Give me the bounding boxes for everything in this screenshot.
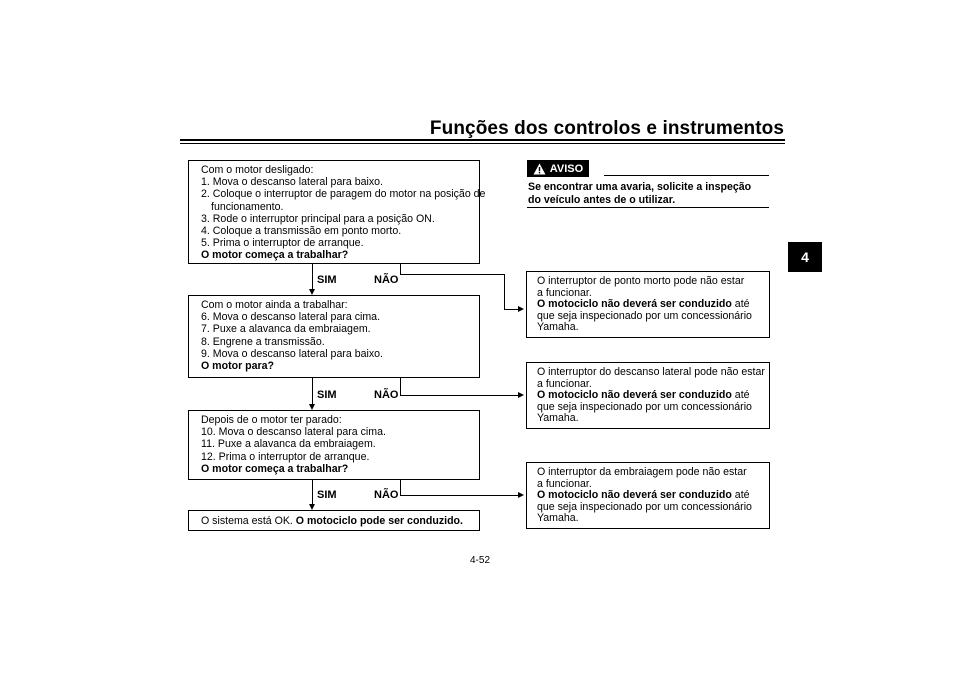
box3-line: 11. Puxe a alavanca da embraiagem. (201, 438, 376, 451)
flow-box-system-ok (188, 510, 480, 531)
box1-line: 3. Rode o interruptor principal para a posição ON. (201, 212, 435, 225)
result1-line4: que seja inspecionado por um concessionário (537, 309, 752, 322)
result-box-sidestand (526, 362, 770, 429)
box2-line: 7. Puxe a alavanca da embraiagem. (201, 323, 371, 336)
connector-no-1-h2 (504, 309, 518, 310)
box1-line: 2. Coloque o interruptor de paragem do motor na posição de (201, 188, 486, 201)
connector-no-2 (400, 378, 401, 395)
connector-yes-3 (312, 480, 313, 504)
flow-box-engine-stopped (188, 410, 480, 480)
result1-line2: a funcionar. (537, 286, 592, 299)
page-number: 4-52 (469, 555, 490, 566)
connector-no-2-h (400, 395, 518, 396)
box2-question: O motor para? (201, 360, 274, 373)
box1-question: O motor começa a trabalhar? (201, 249, 349, 262)
aviso-text (528, 181, 768, 207)
result2-line2: a funcionar. (537, 377, 592, 390)
box2-line: 8. Engrene a transmissão. (201, 335, 325, 348)
arrow-right-icon (518, 492, 524, 498)
box2-line: Com o motor ainda a trabalhar: (201, 299, 348, 311)
warning-icon (533, 163, 546, 175)
label-yes: SIM (317, 274, 337, 286)
label-no: NÃO (374, 389, 399, 401)
flow-box-engine-running (188, 295, 480, 378)
box1-line: Com o motor desligado: (201, 164, 314, 176)
result2-after: até (731, 389, 750, 402)
page-title: Funções dos controlos e instrumentos (429, 118, 784, 139)
box1-line: 1. Mova o descanso lateral para baixo. (201, 176, 383, 189)
connector-yes-1 (312, 264, 313, 289)
result1-line1: O interruptor de ponto morto pode não estar (537, 275, 745, 287)
result1-bold: O motociclo não deverá ser conduzido (537, 298, 732, 311)
result3-line2: a funcionar. (537, 477, 592, 490)
flow-box-engine-off (188, 160, 486, 264)
result2-line5: Yamaha. (537, 412, 579, 425)
result3-line4: que seja inspecionado por um concessionário (537, 500, 752, 513)
box1-line: 4. Coloque a transmissão em ponto morto. (201, 225, 402, 238)
box3-question: O motor começa a trabalhar? (201, 462, 349, 475)
title-rule-thin (180, 143, 785, 144)
result3-line5: Yamaha. (537, 512, 579, 525)
label-no: NÃO (374, 489, 399, 501)
label-no: NÃO (374, 274, 399, 286)
result3-bold: O motociclo não deverá ser conduzido (537, 489, 732, 502)
box1-line: 5. Prima o interruptor de arranque. (201, 237, 364, 250)
title-rule (180, 139, 785, 141)
box1-line: funcionamento. (211, 200, 284, 213)
result1-after: até (731, 298, 750, 311)
box3-line: 12. Prima o interruptor de arranque. (201, 450, 370, 463)
result3-after: até (731, 489, 750, 502)
connector-no-1-v (504, 274, 505, 309)
result1-line5: Yamaha. (537, 321, 579, 334)
connector-no-1 (400, 264, 401, 274)
label-yes: SIM (317, 489, 337, 501)
label-yes: SIM (317, 389, 337, 401)
result3-line1: O interruptor da embraiagem pode não estar (537, 466, 747, 478)
aviso-label: AVISO (549, 162, 584, 175)
result-box-clutch (526, 462, 770, 529)
result-box-neutral (526, 271, 770, 338)
aviso-line-1: Se encontrar uma avaria, solicite a inspeção (528, 181, 752, 193)
box2-line: 6. Mova o descanso lateral para cima. (201, 311, 381, 324)
aviso-badge (527, 160, 589, 177)
aviso-rule-bottom (527, 207, 769, 208)
box4-bold: O motociclo pode ser conduzido. (295, 515, 463, 527)
connector-yes-2 (312, 378, 313, 404)
box3-line: Depois de o motor ter parado: (201, 414, 342, 426)
connector-no-1-h (400, 274, 504, 275)
arrow-right-icon (518, 306, 524, 312)
aviso-line-2: do veículo antes de o utilizar. (528, 194, 676, 206)
connector-no-3-h (400, 495, 518, 496)
connector-no-3 (400, 480, 401, 495)
chapter-tab: 4 (788, 242, 822, 272)
box4-prefix: O sistema está OK. (201, 515, 293, 527)
result2-bold: O motociclo não deverá ser conduzido (537, 389, 732, 402)
box3-line: 10. Mova o descanso lateral para cima. (201, 426, 386, 439)
box2-line: 9. Mova o descanso lateral para baixo. (201, 347, 383, 360)
arrow-right-icon (518, 392, 524, 398)
aviso-rule-top (604, 175, 769, 176)
result2-line4: que seja inspecionado por um concessionário (537, 400, 752, 413)
result2-line1: O interruptor do descanso lateral pode não estar (537, 366, 765, 378)
